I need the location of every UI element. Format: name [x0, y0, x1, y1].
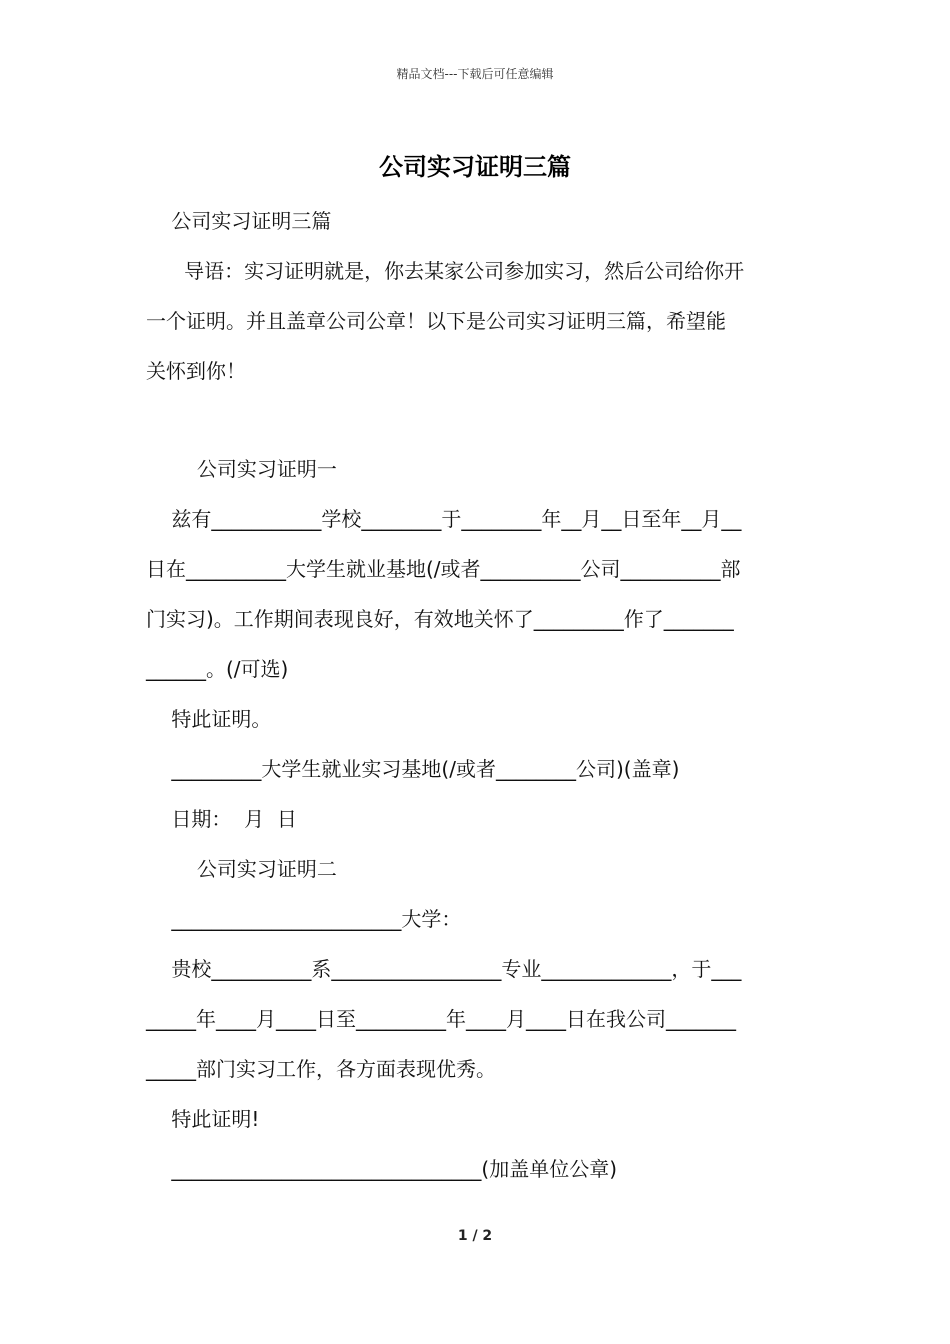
body-line-intro-1: 导语：实习证明就是，你去某家公司参加实习，然后公司给你开 [146, 259, 745, 283]
body-line-cert1-2: 日在__________大学生就业基地(/或者__________公司__________部 [146, 557, 741, 581]
body-line-cert2-6: _______________________________(加盖单位公章) [146, 1157, 618, 1181]
body-line-cert2-2: 贵校__________系_________________专业_____________，于___ [146, 957, 742, 981]
header-note: 精品文档---下载后可任意编辑 [396, 67, 554, 81]
body-line-intro-3: 关怀到你！ [146, 359, 246, 383]
section-heading-1: 公司实习证明一 [146, 457, 337, 481]
body-line-cert1-6: _________大学生就业实习基地(/或者________公司)(盖章) [146, 757, 680, 781]
body-line-intro-2: 一个证明。并且盖章公司公章！以下是公司实习证明三篇，希望能 [146, 309, 726, 333]
document-title: 公司实习证明三篇 [379, 153, 571, 181]
body-line-cert1-3: 门实习)。工作期间表现良好，有效地关怀了_________作了_______ [146, 607, 734, 631]
body-line-cert1-5: 特此证明。 [146, 707, 272, 731]
body-line-cert2-3: _____年____月____日至_________年____月____日在我公司_______ [146, 1007, 736, 1031]
body-line-cert2-4: _____部门实习工作，各方面表现优秀。 [146, 1057, 496, 1081]
body-line-subtitle: 公司实习证明三篇 [146, 209, 332, 233]
body-line-cert1-1: 兹有___________学校________于________年__月__日至年__月__ [146, 507, 742, 531]
body-line-cert1-4: ______。(/可选) [146, 657, 289, 681]
body-line-cert2-1: _______________________大学： [146, 907, 462, 931]
body-line-cert1-date: 日期： 月 日 [146, 807, 297, 831]
section-heading-2: 公司实习证明二 [146, 857, 337, 881]
body-line-cert2-5: 特此证明! [146, 1107, 260, 1131]
page-number: 1 / 2 [457, 1228, 493, 1244]
